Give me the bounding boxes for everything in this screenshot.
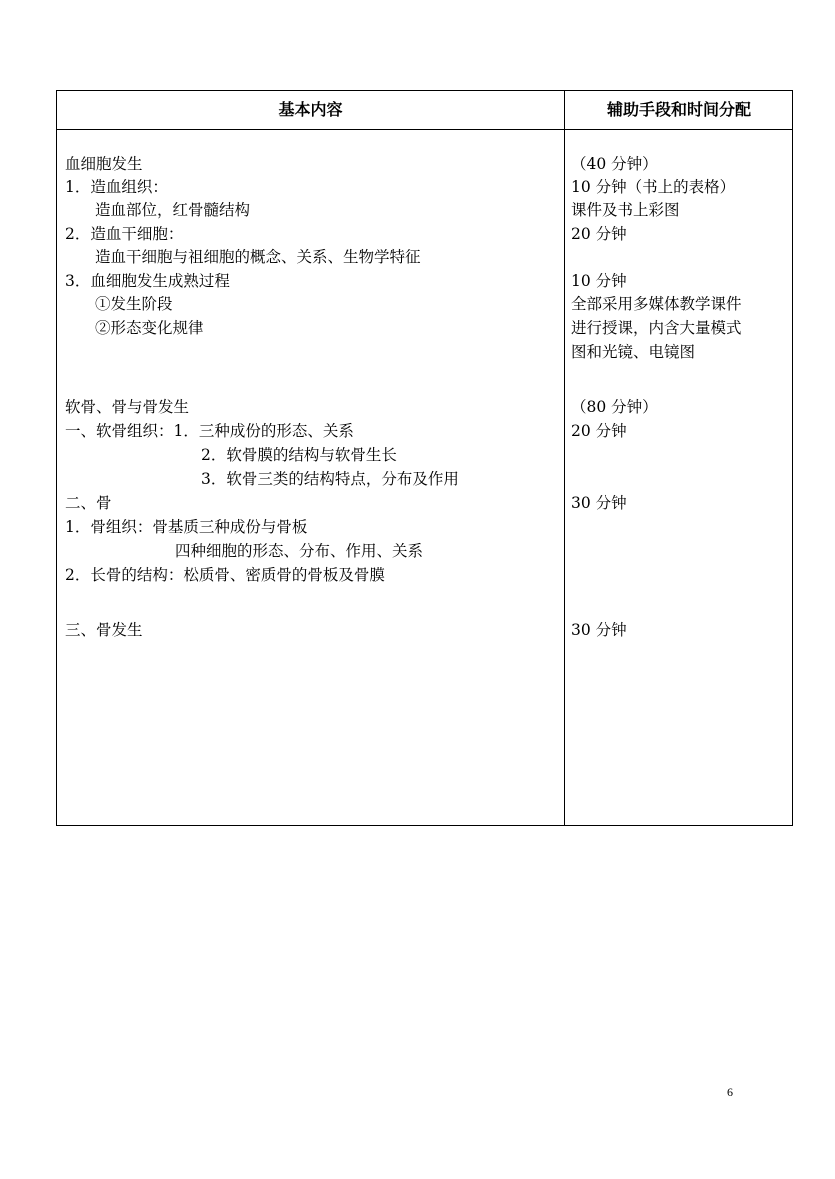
content-line: 2．长骨的结构：松质骨、密质骨的骨板及骨膜: [65, 566, 385, 584]
time-line: 课件及书上彩图: [571, 201, 680, 219]
content-line: 3．软骨三类的结构特点，分布及作用: [201, 470, 459, 488]
time-line: 图和光镜、电镜图: [571, 343, 696, 361]
column-divider: [564, 91, 565, 825]
content-line: 二、骨: [65, 494, 112, 512]
time-line: （80 分钟）: [571, 398, 658, 416]
time-line: 30 分钟: [571, 494, 627, 512]
time-line: 全部采用多媒体教学课件: [571, 295, 742, 313]
content-line: 血细胞发生: [65, 155, 143, 173]
content-line: ②形态变化规律: [95, 319, 204, 337]
lesson-plan-table: [56, 90, 793, 826]
content-line: 2．造血干细胞：: [65, 225, 184, 243]
time-line: 进行授课，内含大量模式: [571, 319, 742, 337]
content-line: 软骨、骨与骨发生: [65, 398, 190, 416]
content-line: 造血干细胞与祖细胞的概念、关系、生物学特征: [95, 248, 421, 266]
content-line: 造血部位，红骨髓结构: [95, 201, 251, 219]
time-line: 10 分钟: [571, 272, 627, 290]
time-line: 30 分钟: [571, 621, 627, 639]
time-line: （40 分钟）: [571, 155, 658, 173]
content-line: 三、骨发生: [65, 621, 143, 639]
content-line: 四种细胞的形态、分布、作用、关系: [175, 542, 424, 560]
header-divider: [57, 129, 792, 130]
time-line: 20 分钟: [571, 422, 627, 440]
content-line: 一、软骨组织：1．三种成份的形态、关系: [65, 422, 354, 440]
header-time: 辅助手段和时间分配: [606, 100, 751, 119]
content-line: 3．血细胞发生成熟过程: [65, 272, 230, 290]
page-number: 6: [727, 1085, 733, 1099]
content-line: 1．骨组织：骨基质三种成份与骨板: [65, 518, 308, 536]
content-line: 1．造血组织：: [65, 178, 168, 196]
content-line: ①发生阶段: [95, 295, 173, 313]
time-line: 20 分钟: [571, 225, 627, 243]
time-line: 10 分钟（书上的表格）: [571, 178, 736, 196]
content-line: 2．软骨膜的结构与软骨生长: [201, 446, 397, 464]
header-content: 基本内容: [278, 100, 343, 119]
